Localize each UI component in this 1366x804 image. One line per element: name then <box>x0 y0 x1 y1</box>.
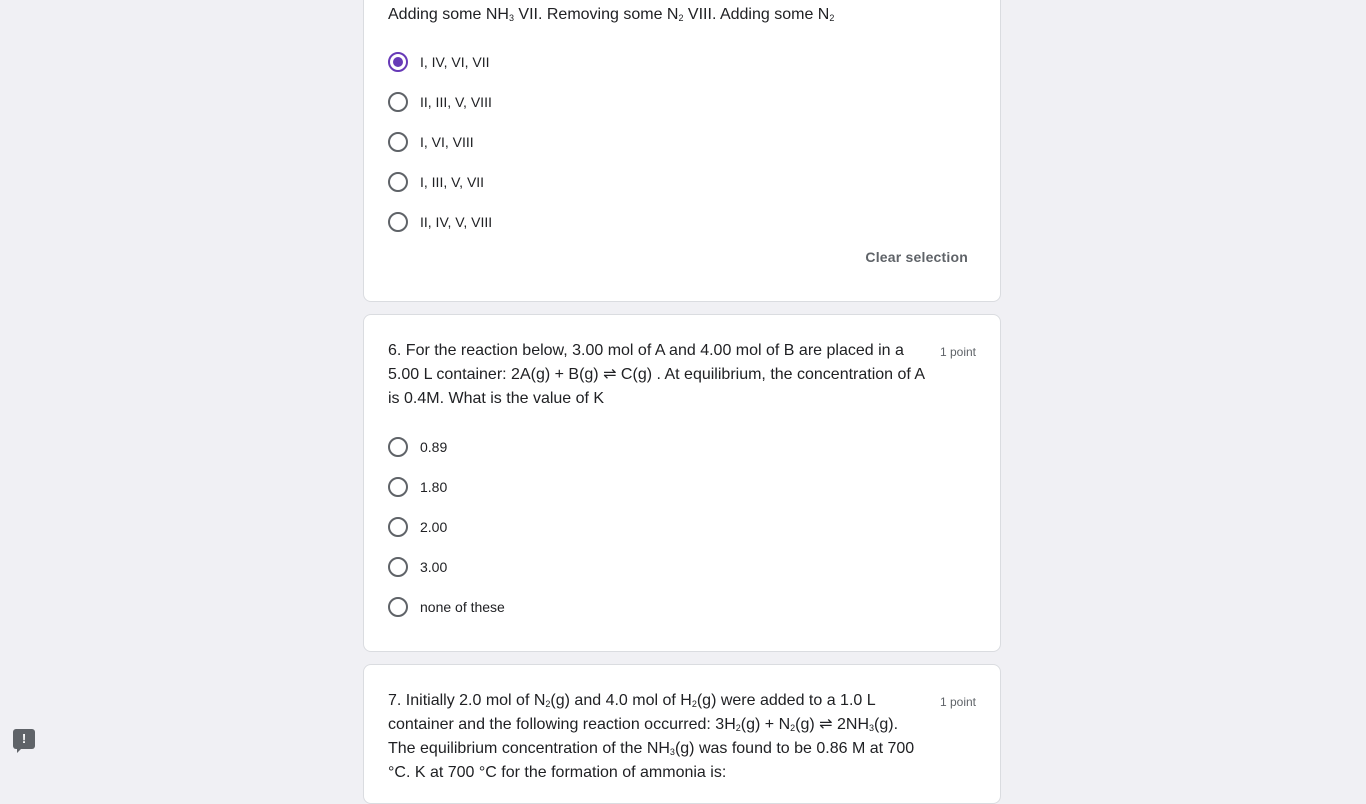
question-5-text: Adding some $NH_3$ VII. Removing some $N_2$ VIII. Adding some $N_2$ <box>388 6 835 23</box>
question-7-card <box>363 664 1001 804</box>
radio-icon[interactable] <box>388 92 408 112</box>
radio-icon[interactable] <box>388 437 408 457</box>
radio-icon[interactable] <box>388 132 408 152</box>
option-label: I, IV, VI, VII <box>420 54 490 70</box>
option-label: 2.00 <box>420 519 448 535</box>
q5-option-4[interactable] <box>388 162 492 202</box>
question-5-card <box>363 0 1001 302</box>
question-6-points: 1 point <box>939 345 976 359</box>
question-6-card <box>363 314 1001 652</box>
q5-option-1[interactable] <box>388 42 492 82</box>
radio-checked-icon[interactable] <box>388 52 408 72</box>
q6-option-5[interactable] <box>388 587 505 627</box>
report-problem-icon[interactable]: ! <box>13 729 35 749</box>
option-label: II, III, V, VIII <box>420 94 492 110</box>
option-label: I, III, V, VII <box>420 174 485 190</box>
q6-option-3[interactable] <box>388 507 505 547</box>
option-label: 0.89 <box>420 439 448 455</box>
question-5-options <box>388 42 492 242</box>
option-label: I, VI, VIII <box>420 134 474 150</box>
radio-icon[interactable] <box>388 212 408 232</box>
option-label: none of these <box>420 599 505 615</box>
option-label: 3.00 <box>420 559 448 575</box>
question-6-options <box>388 427 505 627</box>
question-6-text: 6. For the reaction below, 3.00 mol of A and 4.00 mol of B are placed in a 5.00 L container: 2A(g) + B(g) ⇌ C(g) . At equilibrium, the concentration of A is 0.4M. What is the value of K <box>388 342 925 407</box>
clear-selection-button[interactable]: Clear selection <box>865 249 968 265</box>
radio-icon[interactable] <box>388 477 408 497</box>
q6-option-2[interactable] <box>388 467 505 507</box>
question-7-points: 1 point <box>939 695 976 709</box>
q5-option-2[interactable] <box>388 82 492 122</box>
q6-option-4[interactable] <box>388 547 505 587</box>
q5-option-5[interactable] <box>388 202 492 242</box>
radio-icon[interactable] <box>388 597 408 617</box>
radio-icon[interactable] <box>388 172 408 192</box>
radio-icon[interactable] <box>388 557 408 577</box>
radio-icon[interactable] <box>388 517 408 537</box>
question-7-text: 7. Initially 2.0 mol of $N_2(g)$ and 4.0 mol of $H_2(g)$ were added to a 1.0 L container and the following reaction occurred: $3H_2(g) + N_2(g)$ ⇌ $2NH_3(g)$. The equilibrium concentration of the $NH_3(g)$ was found to be 0.86 M at 700 °C. K at 700 °C for the formation of ammonia is: <box>388 692 915 781</box>
q5-option-3[interactable] <box>388 122 492 162</box>
option-label: 1.80 <box>420 479 448 495</box>
option-label: II, IV, V, VIII <box>420 214 493 230</box>
q6-option-1[interactable] <box>388 427 505 467</box>
